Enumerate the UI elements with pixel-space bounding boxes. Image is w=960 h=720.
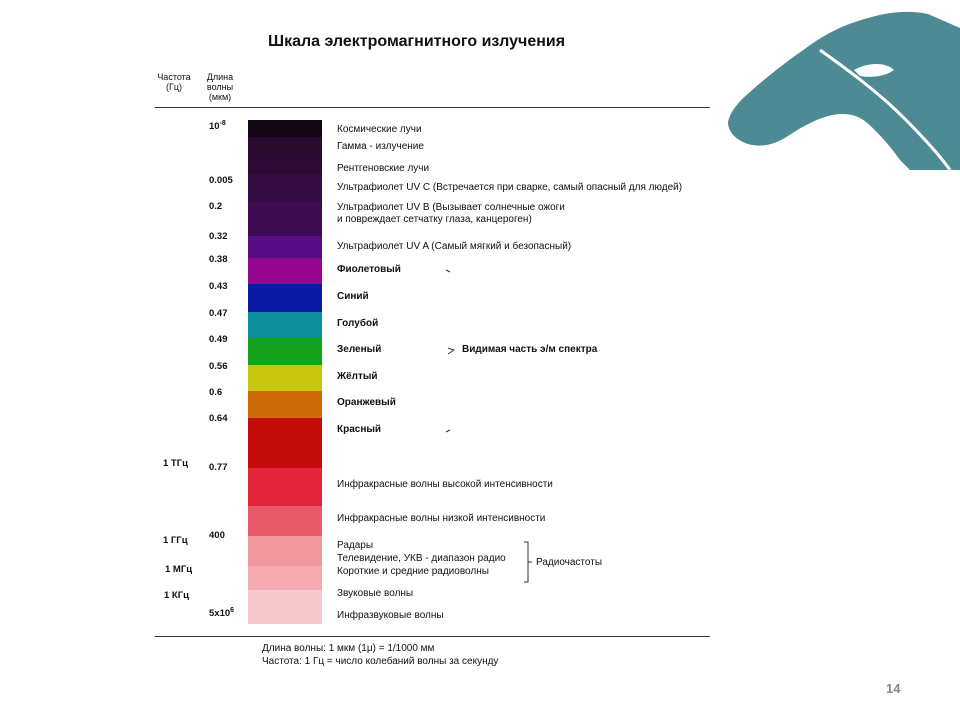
wavelength-tick: 0.56 [209, 361, 228, 372]
band-label: Инфразвуковые волны [337, 610, 444, 621]
band-label: Фиолетовый [337, 264, 401, 275]
band-label: Жёлтый [337, 371, 378, 382]
band-label: Оранжевый [337, 397, 396, 408]
wavelength-tick: 0.64 [209, 413, 228, 424]
spectrum-band-ir-high [248, 468, 322, 506]
band-label: Радары [337, 540, 374, 551]
wavelength-tick: $5x10^6$ [209, 607, 235, 620]
wavelength-tick: 0.47 [209, 308, 228, 319]
radio-bracket [522, 540, 534, 584]
spectrum-band-sound [248, 590, 322, 624]
visible-bracket [420, 262, 460, 442]
wavelength-tick: $10^{-8}$ [209, 120, 226, 133]
frequency-header-line: Частота [157, 72, 191, 82]
band-label: Инфракрасные волны высокой интенсивности [337, 479, 553, 490]
wavelength-tick: 0.2 [209, 201, 223, 212]
spectrum-band-orange [248, 391, 322, 418]
wavelength-tick: 0.77 [209, 462, 228, 473]
visible-spectrum-label: Видимая часть э/м спектра [462, 344, 598, 355]
frequency-tick: 1 ГГц [163, 535, 188, 546]
spectrum-band-red [248, 418, 322, 468]
page-number: 14 [886, 681, 901, 696]
wavelength-header [200, 72, 240, 102]
band-label: Зеленый [337, 344, 382, 355]
band-label: Ультрафиолет UV C (Встречается при сварке, самый опасный для людей) [337, 182, 683, 193]
band-label: Короткие и средние радиоволны [337, 566, 489, 577]
spectrum-band-uvc [248, 174, 322, 202]
wavelength-header-line: Длина [206, 72, 234, 82]
spectrum-band-gamma [248, 137, 322, 156]
band-label: Ультрафиолет UV B (Вызывает солнечные ожоги [337, 202, 565, 213]
spectrum-band-ir-low [248, 506, 322, 536]
spectrum-band-violet [248, 258, 322, 284]
spectrum-band-cyan [248, 312, 322, 338]
band-label: Синий [337, 291, 369, 302]
band-label: Инфракрасные волны низкой интенсивности [337, 513, 546, 524]
spectrum-band-green [248, 338, 322, 365]
spectrum-band-radio [248, 566, 322, 590]
band-label: Голубой [337, 318, 379, 329]
band-label: Рентгеновские лучи [337, 163, 430, 174]
band-label: Гамма - излучение [337, 141, 424, 152]
radio-frequencies-label: Радиочастоты [536, 557, 603, 568]
wavelength-tick: 400 [209, 530, 225, 541]
visible-bracket-line [446, 270, 454, 432]
wavelength-tick: 0.38 [209, 254, 228, 265]
band-label: Звуковые волны [337, 588, 414, 599]
top-divider [155, 107, 710, 108]
spectrum-band-blue [248, 284, 322, 312]
horse-logo-shape [728, 12, 960, 170]
frequency-tick: 1 ТГц [163, 458, 188, 469]
wavelength-tick: 0.6 [209, 387, 223, 398]
wavelength-header-line: (мкм) [208, 92, 232, 102]
spectrum-band-radar-tv [248, 536, 322, 566]
frequency-header-line: (Гц) [165, 82, 183, 92]
wavelength-header-line: волны [206, 82, 234, 92]
band-label: и повреждает сетчатку глаза, канцероген) [337, 214, 532, 225]
spectrum-band-xray [248, 156, 322, 174]
wavelength-tick: 0.49 [209, 334, 228, 345]
wavelength-tick: 0.005 [209, 175, 233, 186]
frequency-tick: 1 КГц [164, 590, 189, 601]
bottom-divider [155, 636, 710, 637]
frequency-header [152, 72, 196, 92]
frequency-tick: 1 МГц [165, 564, 193, 575]
spectrum-band-uvb [248, 202, 322, 236]
wavelength-tick: 0.32 [209, 231, 228, 242]
spectrum-band-yellow [248, 365, 322, 391]
band-label: Красный [337, 424, 382, 435]
band-label: Космические лучи [337, 124, 422, 135]
wavelength-unit-note: Длина волны: 1 мкм (1μ) = 1/1000 мм [262, 643, 435, 654]
band-label: Ультрафиолет UV A (Самый мягкий и безопасный) [337, 241, 572, 252]
frequency-unit-note: Частота: 1 Гц = число колебаний волны за секунду [262, 656, 499, 667]
spectrum-band-cosmic [248, 120, 322, 137]
page-title: Шкала электромагнитного излучения [268, 33, 566, 50]
radio-bracket-line [524, 542, 532, 582]
horse-logo [728, 10, 960, 170]
wavelength-tick: 0.43 [209, 281, 228, 292]
band-label: Телевидение, УКВ - диапазон радио [337, 553, 506, 564]
spectrum-band-uva [248, 236, 322, 258]
